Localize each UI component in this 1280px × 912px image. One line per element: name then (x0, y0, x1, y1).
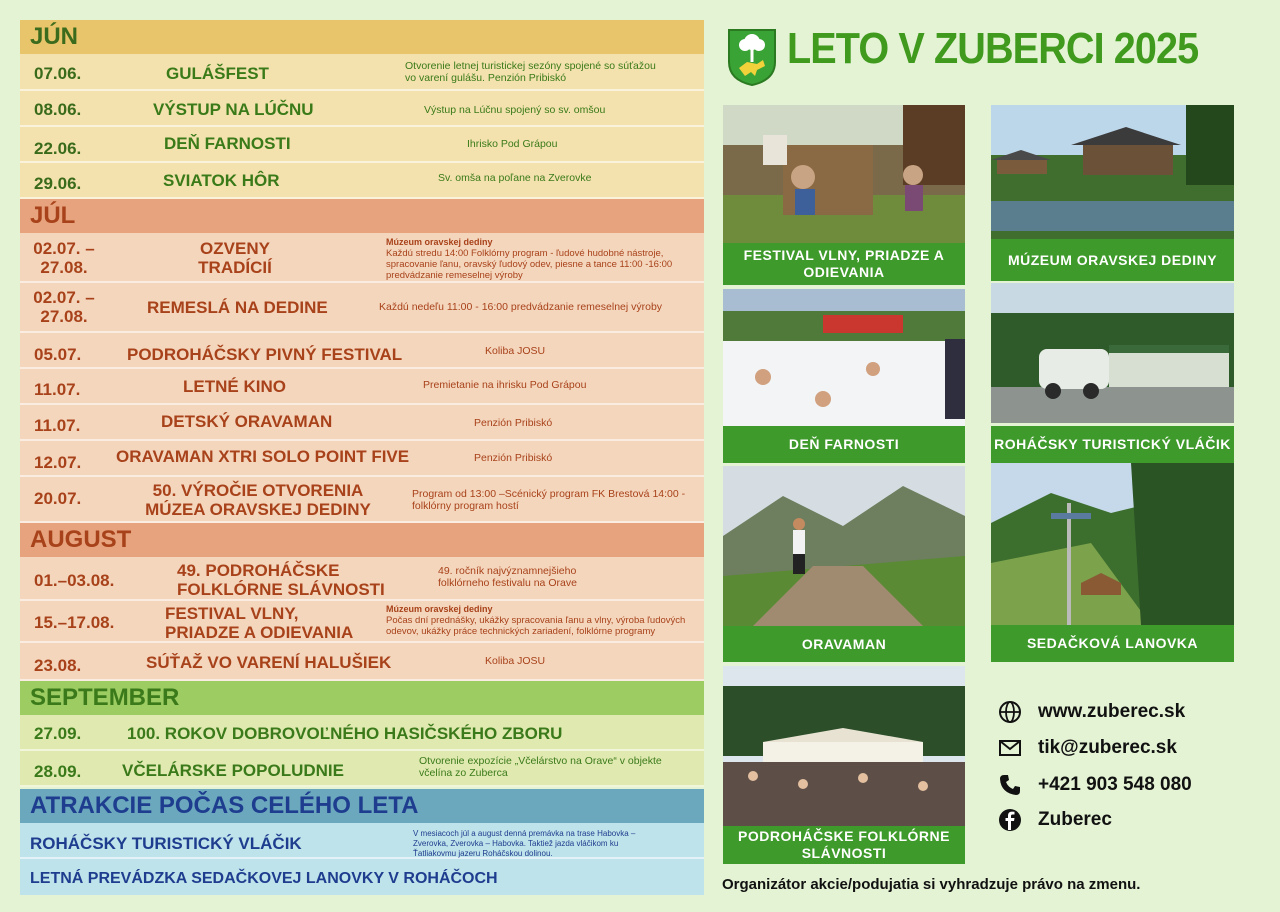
event-description: Otvorenie letnej turistickej sezóny spojené so súťažou vo varení gulášu. Penzión Pribiskó (405, 60, 656, 84)
event-date: 11.07. (34, 380, 81, 399)
event-title: OZVENY TRADÍCIÍ (198, 239, 272, 277)
photo-tile-festival (723, 105, 965, 285)
tile-caption: DEŇ FARNOSTI (723, 426, 965, 463)
attraction-description: V mesiacoch júl a august denná premávka na trase Habovka – Zverovka, Zverovka – Habovka. Taktiež jazda vláčikom ku Ťatliakovmu jazeru Roháčskou dolinou. (413, 829, 636, 858)
parish-day-photo (723, 289, 965, 427)
photo-tile-museum (991, 105, 1234, 281)
event-date: 15.–17.08. (34, 613, 115, 632)
event-description: Výstup na Lúčnu spojený so sv. omšou (424, 104, 606, 116)
event-title: VČELÁRSKE POPOLUDNIE (122, 761, 344, 780)
event-date: 02.07. –27.08. (33, 239, 95, 277)
month-label: ATRAKCIE POČAS CELÉHO LETA (30, 792, 419, 819)
event-date: 11.07. (34, 416, 81, 435)
event-title: DEŇ FARNOSTI (164, 134, 291, 153)
folk-festival-photo (723, 666, 965, 826)
globe-icon (998, 700, 1022, 724)
attraction-row (20, 823, 704, 859)
event-description (386, 604, 700, 637)
oravaman-photo (723, 466, 965, 626)
event-venue: Múzeum oravskej dediny (386, 604, 493, 614)
tile-caption: FESTIVAL VLNY, PRIADZE A ODIEVANIA (723, 243, 965, 285)
event-description: Koliba JOSU (485, 345, 546, 357)
tile-caption: ROHÁČSKY TURISTICKÝ VLÁČIK (991, 426, 1234, 463)
month-label: JÚN (30, 23, 79, 50)
contact-facebook[interactable] (998, 808, 1112, 832)
event-description: Program od 13:00 –Scénický program FK Brestová 14:00 - folklórny program hostí (412, 488, 686, 512)
event-description: Ihrisko Pod Grápou (467, 138, 558, 150)
event-title: LETNÉ KINO (183, 377, 286, 396)
event-description: 49. ročník najvýznamnejšieho folklórneho festivalu na Orave (438, 565, 577, 589)
tile-caption: SEDAČKOVÁ LANOVKA (991, 625, 1234, 662)
tile-caption: ORAVAMAN (723, 626, 965, 662)
event-date: 29.06. (34, 174, 82, 193)
festival-photo (723, 105, 965, 243)
event-row (20, 715, 704, 751)
facebook-link[interactable]: Zuberec (1038, 809, 1112, 830)
event-venue: Múzeum oravskej dediny (386, 237, 493, 247)
event-date: 01.–03.08. (34, 571, 115, 590)
attraction-title: LETNÁ PREVÁDZKA SEDAČKOVEJ LANOVKY V ROHÁČOCH (30, 870, 498, 887)
chairlift-photo (991, 463, 1234, 625)
event-row (20, 601, 704, 643)
event-description: Premietanie na ihrisku Pod Grápou (423, 379, 587, 391)
event-description: Otvorenie expozície „Včelárstvo na Orave“ v objekte včelína zo Zuberca (419, 755, 662, 779)
event-title: SVIATOK HÔR (163, 171, 280, 190)
event-date: 07.06. (34, 64, 82, 83)
event-description: Penzión Pribiskó (474, 417, 553, 429)
event-title: REMESLÁ NA DEDINE (147, 298, 328, 317)
event-title: VÝSTUP NA LÚČNU (153, 100, 314, 119)
tile-caption: PODROHÁČSKE FOLKLÓRNE SLÁVNOSTI (723, 826, 965, 864)
event-row (20, 751, 704, 787)
photo-tile-tourist-train (991, 283, 1234, 463)
page-title: LETO V ZUBERCI 2025 (787, 24, 1199, 73)
photo-tile-chairlift (991, 463, 1234, 662)
event-description: Sv. omša na poľane na Zverovke (438, 172, 592, 184)
envelope-icon (998, 736, 1022, 760)
event-row (20, 405, 704, 441)
event-title: 100. ROKOV DOBROVOĽNÉHO HASIČSKÉHO ZBORU (127, 724, 563, 743)
event-title: 49. PODROHÁČSKE FOLKLÓRNE SLÁVNOSTI (177, 561, 385, 599)
event-date: 02.07. –27.08. (33, 288, 95, 326)
month-label: SEPTEMBER (30, 684, 180, 711)
event-title: ORAVAMAN XTRI SOLO POINT FIVE (116, 447, 410, 466)
month-header-attractions (20, 789, 704, 823)
website-link[interactable]: www.zuberec.sk (1038, 701, 1186, 722)
facebook-icon (998, 808, 1022, 832)
event-row (20, 91, 704, 127)
event-row (20, 283, 704, 333)
event-row (20, 557, 704, 601)
event-date: 05.07. (34, 345, 82, 364)
event-row (20, 441, 704, 477)
event-description (386, 237, 698, 281)
event-row (20, 333, 704, 369)
event-title: PODROHÁČSKY PIVNÝ FESTIVAL (127, 345, 403, 364)
email-link[interactable]: tik@zuberec.sk (1038, 737, 1177, 758)
contact-web[interactable] (998, 700, 1185, 724)
event-description: Koliba JOSU (485, 655, 546, 667)
contact-phone[interactable] (998, 773, 1192, 797)
photo-tile-parish-day (723, 289, 965, 463)
zuberec-coat-of-arms-logo (727, 28, 777, 86)
attraction-title: ROHÁČSKY TURISTICKÝ VLÁČIK (30, 834, 302, 853)
month-label: JÚL (30, 202, 76, 229)
event-schedule (20, 20, 704, 895)
photo-tile-folk-festival (723, 666, 965, 864)
event-row (20, 163, 704, 199)
event-description-text: Každú stredu 14:00 Folklórny program - ľudové hudobné nástroje, spracovanie ľanu, oravský ľudový odev, piesne a tance 11:00 -16:00 predvádzanie remeselnej výroby (386, 248, 673, 281)
month-header-jun (20, 20, 704, 54)
event-row (20, 233, 704, 283)
event-row (20, 127, 704, 163)
month-header-jul (20, 199, 704, 233)
event-title: 50. VÝROČIE OTVORENIA MÚZEA ORAVSKEJ DEDINY (145, 481, 371, 519)
event-title: FESTIVAL VLNY, PRIADZE A ODIEVANIA (165, 604, 354, 642)
event-description: Každú nedeľu 11:00 - 16:00 predvádzanie remeselnej výroby (379, 301, 663, 313)
event-row (20, 369, 704, 405)
event-title: GULÁŠFEST (166, 64, 269, 83)
tile-caption: MÚZEUM ORAVSKEJ DEDINY (991, 239, 1234, 281)
contact-email[interactable] (998, 736, 1177, 760)
event-title: SÚŤAŽ VO VARENÍ HALUŠIEK (146, 653, 392, 672)
attraction-row (20, 859, 704, 895)
photo-tile-oravaman (723, 466, 965, 662)
phone-icon (998, 773, 1022, 797)
event-date: 22.06. (34, 139, 82, 158)
event-title: DETSKÝ ORAVAMAN (161, 412, 333, 431)
event-date: 27.09. (34, 724, 82, 743)
event-date: 08.06. (34, 100, 82, 119)
event-description: Penzión Pribiskó (474, 452, 553, 464)
event-row (20, 54, 704, 91)
month-header-sep (20, 681, 704, 715)
event-row (20, 643, 704, 681)
phone-number[interactable]: +421 903 548 080 (1038, 774, 1192, 795)
event-date: 12.07. (34, 453, 82, 472)
event-description-text: Počas dní prednášky, ukážky spracovania ľanu a vlny, výroba ľudových odevov, ukážky práce technických zariadení, folklórne programy (386, 615, 686, 637)
event-date: 28.09. (34, 762, 82, 781)
month-label: AUGUST (30, 526, 132, 553)
event-date: 23.08. (34, 656, 82, 675)
tourist-train-photo (991, 283, 1234, 423)
museum-photo (991, 105, 1234, 239)
event-row (20, 477, 704, 523)
event-date: 20.07. (34, 489, 82, 508)
disclaimer-note: Organizátor akcie/podujatia si vyhradzuje právo na zmenu. (722, 876, 1141, 893)
month-header-aug (20, 523, 704, 557)
